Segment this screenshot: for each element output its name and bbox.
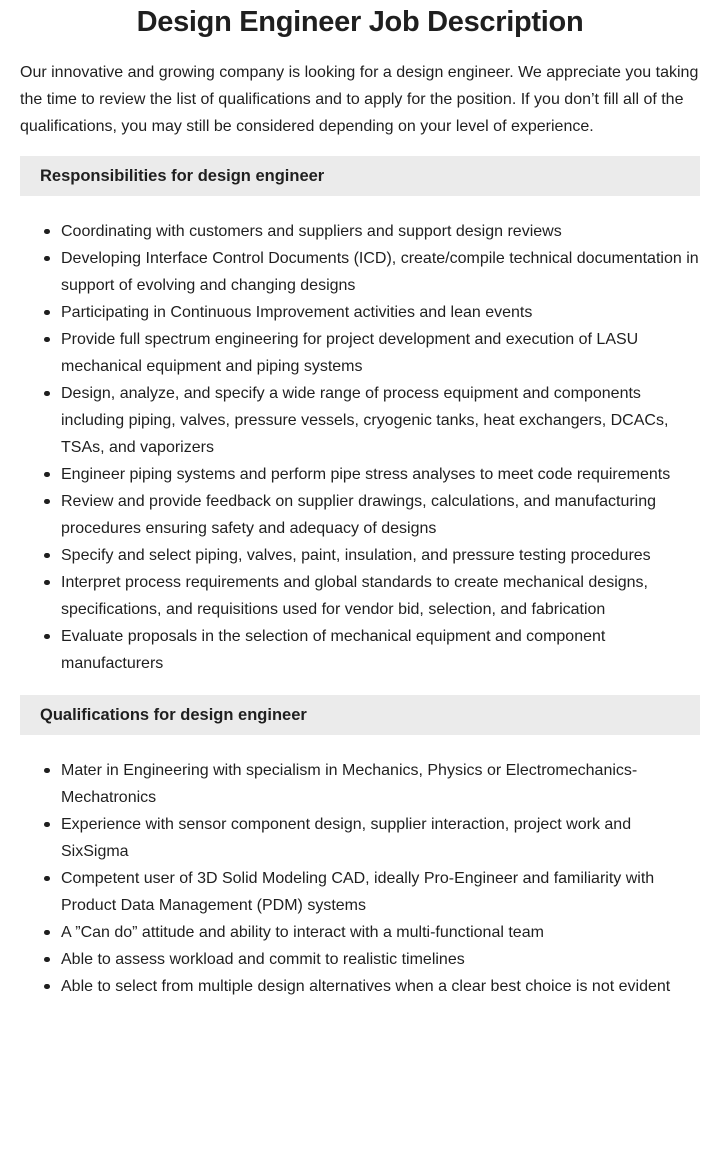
intro-paragraph: Our innovative and growing company is looking for a design engineer. We appreciate you taking the time to review the list of qualifications and to apply for the position. If you don’t fill all of the qualifications, you may still be considered depending on your level of experience.	[20, 64, 699, 135]
section-heading-qualifications: Qualifications for design engineer	[20, 695, 700, 735]
responsibility-item: Provide full spectrum engineering for project development and execution of LASU mechanical equipment and piping systems	[44, 326, 700, 380]
qualification-item: A ”Can do” attitude and ability to interact with a multi-functional team	[44, 919, 700, 946]
qualification-item: Experience with sensor component design, supplier interaction, project work and SixSigma	[44, 811, 700, 865]
responsibility-item: Engineer piping systems and perform pipe stress analyses to meet code requirements	[44, 461, 700, 488]
section-responsibilities	[20, 156, 700, 677]
responsibility-item: Specify and select piping, valves, paint, insulation, and pressure testing procedures	[44, 542, 700, 569]
qualification-item: Mater in Engineering with specialism in Mechanics, Physics or Electromechanics-Mechatronics	[44, 757, 700, 811]
qualification-item: Able to assess workload and commit to realistic timelines	[44, 946, 700, 973]
section-heading-responsibilities: Responsibilities for design engineer	[20, 156, 700, 196]
responsibilities-list	[20, 218, 700, 677]
responsibility-item: Evaluate proposals in the selection of mechanical equipment and component manufacturers	[44, 623, 700, 677]
qualification-item: Able to select from multiple design alternatives when a clear best choice is not evident	[44, 973, 700, 1000]
qualifications-list	[20, 757, 700, 1000]
responsibility-item: Design, analyze, and specify a wide range of process equipment and components including piping, valves, pressure vessels, cryogenic tanks, heat exchangers, DCACs, TSAs, and vaporizers	[44, 380, 700, 461]
responsibility-item: Participating in Continuous Improvement activities and lean events	[44, 299, 700, 326]
responsibility-item: Interpret process requirements and global standards to create mechanical designs, specifications, and requisitions used for vendor bid, selection, and fabrication	[44, 569, 700, 623]
section-qualifications	[20, 695, 700, 1000]
page-title: Design Engineer Job Description	[136, 6, 584, 38]
qualification-item: Competent user of 3D Solid Modeling CAD, ideally Pro-Engineer and familiarity with Product Data Management (PDM) systems	[44, 865, 700, 919]
responsibility-item: Coordinating with customers and suppliers and support design reviews	[44, 218, 700, 245]
responsibility-item: Developing Interface Control Documents (ICD), create/compile technical documentation in support of evolving and changing designs	[44, 245, 700, 299]
responsibility-item: Review and provide feedback on supplier drawings, calculations, and manufacturing procedures ensuring safety and adequacy of designs	[44, 488, 700, 542]
